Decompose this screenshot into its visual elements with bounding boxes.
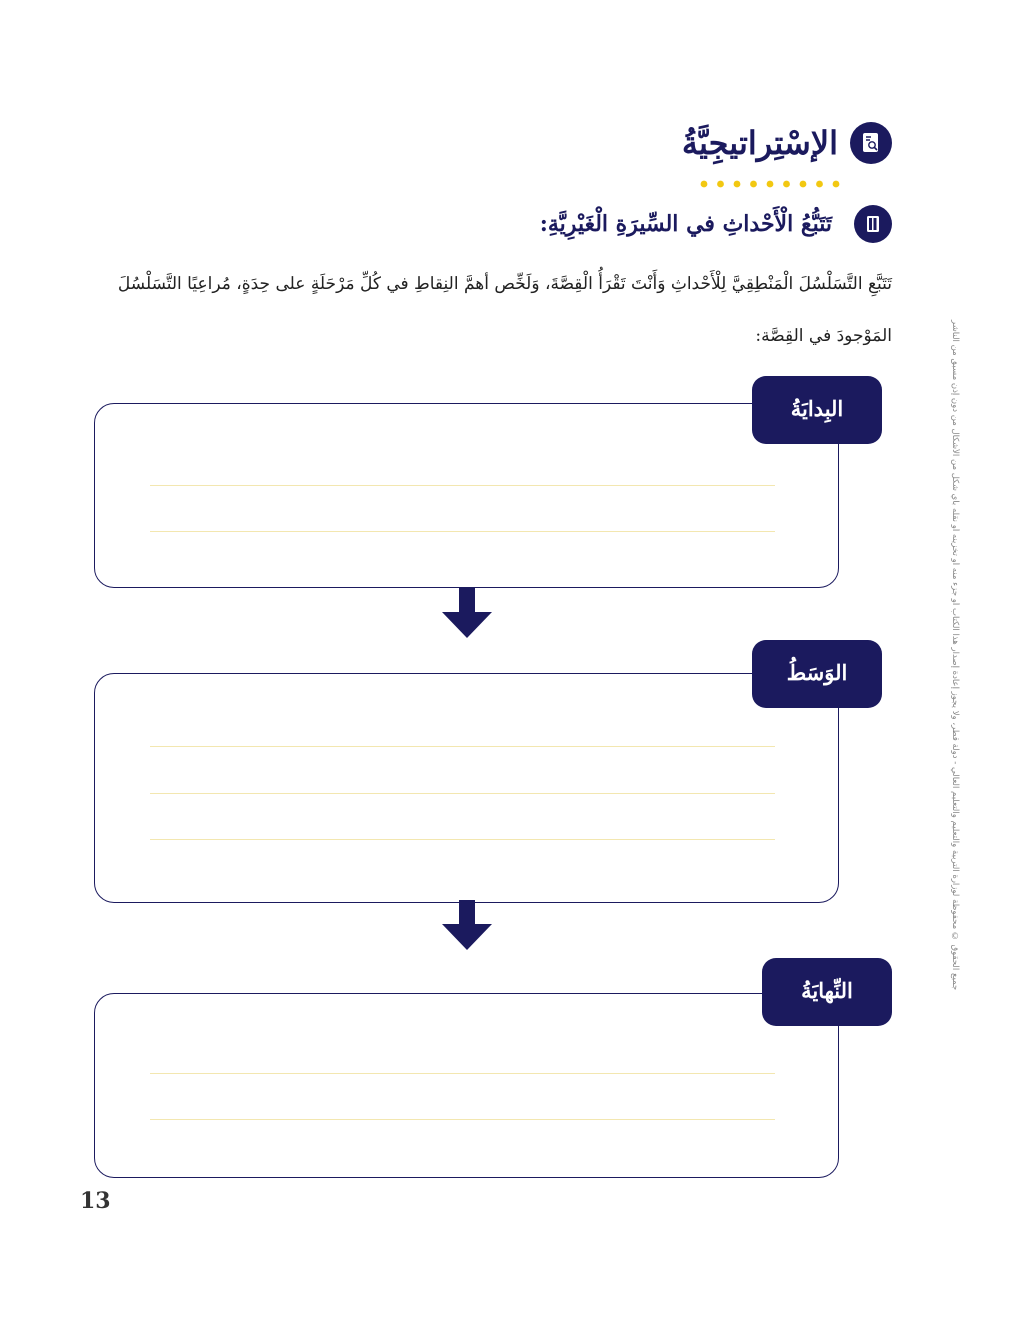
middle-label: الوَسَطُ bbox=[752, 640, 882, 708]
writing-line bbox=[150, 485, 775, 486]
middle-box[interactable] bbox=[94, 673, 839, 903]
writing-line bbox=[150, 793, 775, 794]
end-box[interactable] bbox=[94, 993, 839, 1178]
strategy-title: الإسْتِراتيجِيَّةُ bbox=[681, 124, 838, 162]
beginning-label: البِدايَةُ bbox=[752, 376, 882, 444]
writing-line bbox=[150, 746, 775, 747]
strategy-icon bbox=[850, 122, 892, 164]
task-heading bbox=[540, 205, 892, 243]
page-number: 13 bbox=[80, 1188, 111, 1214]
down-arrow-icon bbox=[442, 588, 492, 640]
down-arrow-icon bbox=[442, 900, 492, 952]
copyright-note: جميع الحقوق © محفوظة لوزارة التربية والتعليم والتعليم العالي - دولة قطر، ولا يجوز إعادة إصدار هذا الكتاب أو جزء منه أو تخزينه أو نقله بأي شكل من الأشكال من دون إذن مسبق من الناشر bbox=[950, 319, 960, 991]
writing-line bbox=[150, 1119, 775, 1120]
beginning-box[interactable] bbox=[94, 403, 839, 588]
strategy-heading bbox=[682, 122, 892, 164]
instructions-text: تَتَبَّعِ التَّسَلْسُلَ الْمَنْطِقِيَّ لِلْأَحْداثِ وَأَنْتَ تَقْرَأُ الْقِصَّةَ، وَلَخِّص أهمَّ النِقاطِ في كُلِّ مَرْحَلَةٍ على حِدَةٍ، مُراعِيًا التَّسَلْسُلَ المَوْجودَ في القِصَّة: bbox=[117, 274, 892, 346]
dotted-divider bbox=[698, 178, 850, 190]
book-icon bbox=[854, 205, 892, 243]
writing-line bbox=[150, 531, 775, 532]
writing-line bbox=[150, 1073, 775, 1074]
end-label: النِّهايَةُ bbox=[762, 958, 892, 1026]
writing-line bbox=[150, 839, 775, 840]
task-title: تَتَبُّعُ الْأَحْداثِ في السِّيرَةِ الْغَيْرِيَّةِ: bbox=[539, 211, 832, 237]
